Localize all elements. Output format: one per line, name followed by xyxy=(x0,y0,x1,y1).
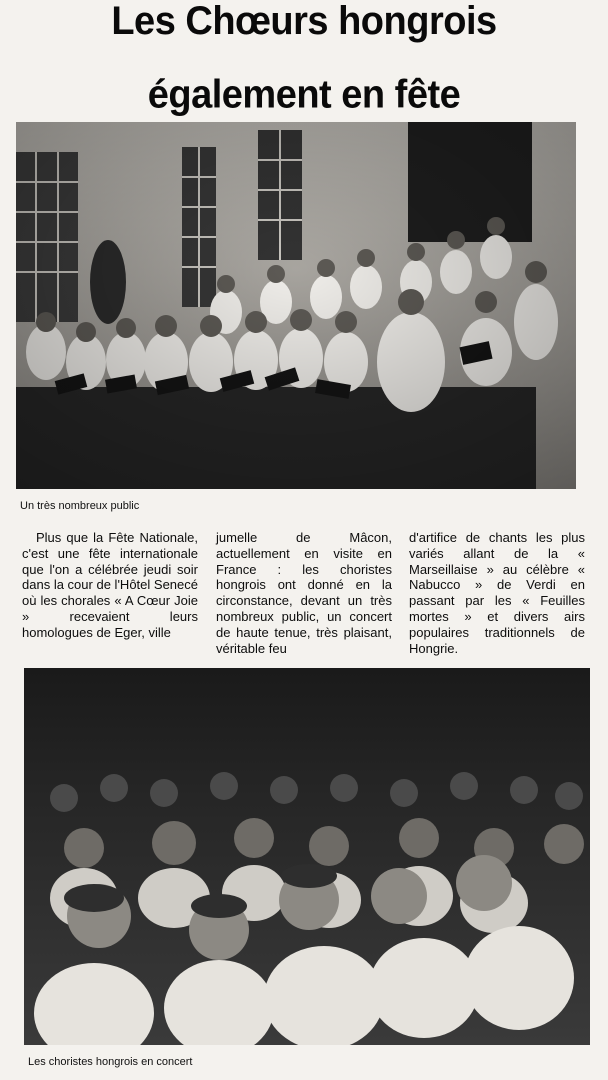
headline-line-2: également en fête xyxy=(147,72,461,117)
audience-photo-image xyxy=(24,668,590,1045)
photo-caption-2: Les choristes hongrois en concert xyxy=(28,1056,193,1068)
article-column-3 xyxy=(409,530,585,656)
photo-caption-1: Un très nombreux public xyxy=(20,500,140,512)
article-body xyxy=(22,530,588,660)
headline xyxy=(0,0,608,117)
article-column-1-text: Plus que la Fête Nationale, c'est une fête internationale que l'on a célébrée jeudi soir dans la cour de l'Hôtel Senecé où les chorales « A Cœur Joie » recevaient leurs homologues de Eger, ville xyxy=(22,530,198,640)
audience-photo xyxy=(24,668,590,1045)
article-column-2 xyxy=(216,530,392,656)
article-column-2-text: jumelle de Mâcon, actuellement en visite en France : les choristes hongrois ont donné en la circonstance, devant un très nombreux public, un concert de haute tenue, très plaisant, véritable feu xyxy=(216,530,392,656)
choir-photo xyxy=(16,122,576,489)
article-column-1 xyxy=(22,530,198,641)
headline-line-1: Les Chœurs hongrois xyxy=(111,0,497,44)
article-column-3-text: d'artifice de chants les plus variés allant de la « Marseillaise » au célèbre « Nabucco » de Verdi en passant par les « Feuilles mortes » et divers airs populaires traditionnels de Hongrie. xyxy=(409,530,585,656)
choir-photo-image xyxy=(16,122,576,489)
